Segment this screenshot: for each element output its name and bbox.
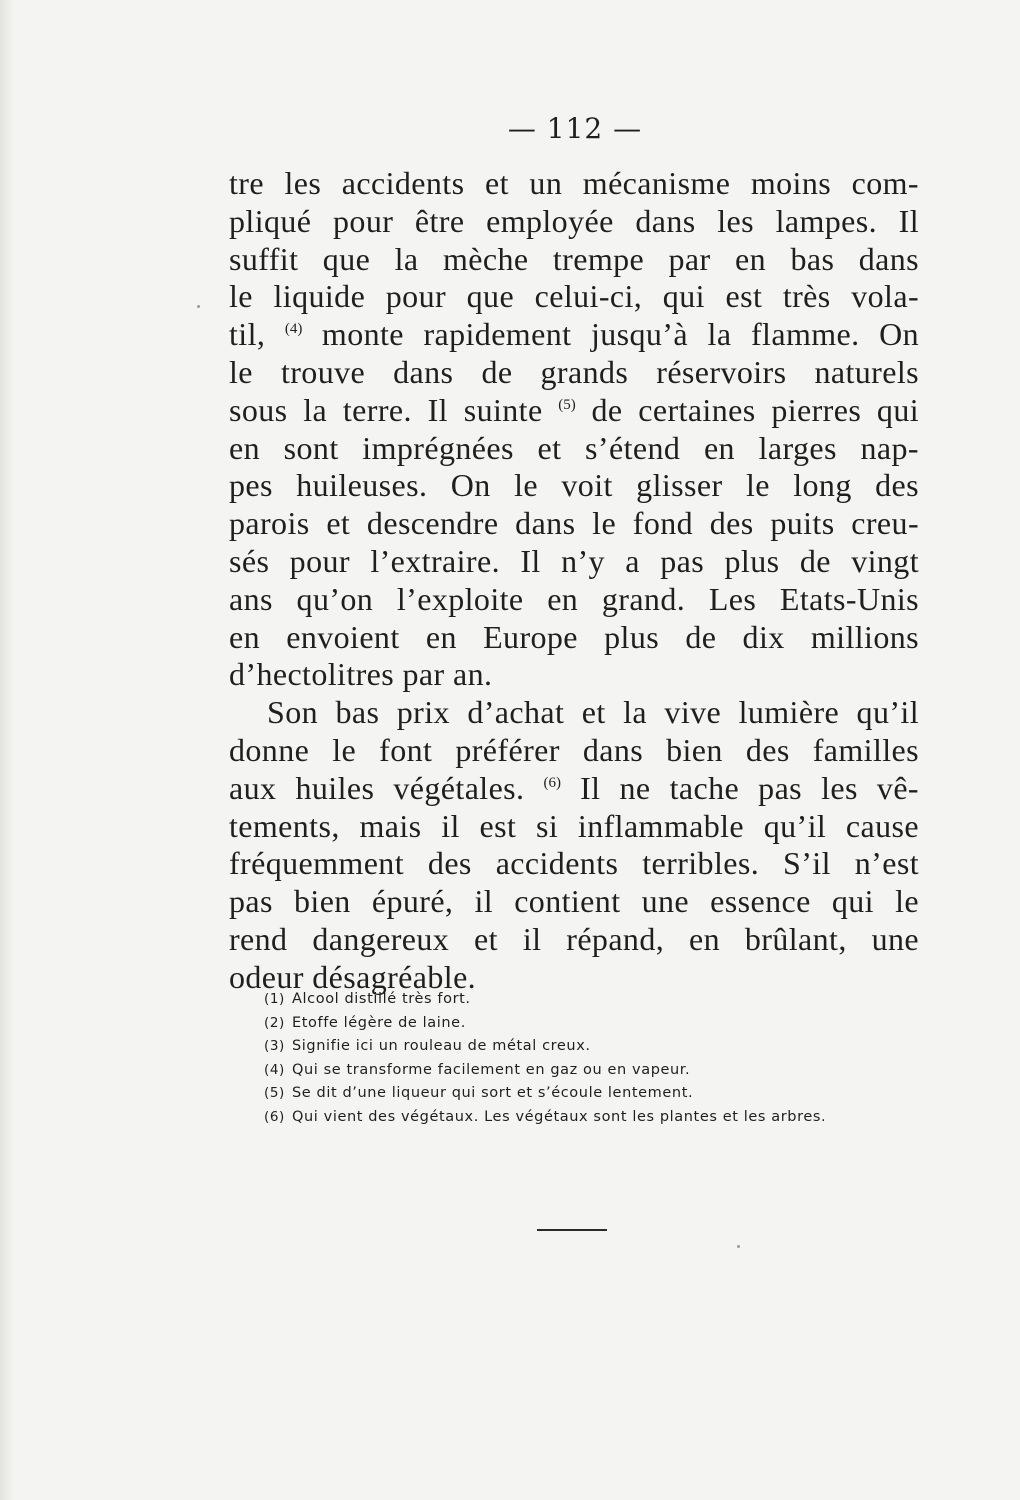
footnote-text: Signifie ici un rouleau de métal creux. [292,1038,591,1055]
footnote [264,988,924,1012]
footnote-text: Alcool distillé très fort. [292,991,471,1007]
footnote-number: (4) [264,1061,285,1078]
text-segment: tements, mais il est si inflammable qu’il cause [229,807,919,844]
text-line [229,467,919,505]
text-line [229,883,919,921]
text-segment: fréquemment des accidents terribles. S’il n’est [229,845,919,882]
text-segment: le liquide pour que celui-ci, qui est très vola- [229,278,919,315]
footnote-number: (5) [264,1085,285,1102]
text-segment: le trouve dans de grands réservoirs naturels [229,353,919,390]
text-line [229,354,919,392]
text-line [229,770,919,808]
paper-speck [737,1245,740,1248]
footnote-text: Qui vient des végétaux. Les végétaux sont les plantes et les arbres. [292,1108,827,1125]
text-line [229,619,919,657]
text-line [229,392,919,430]
text-line [229,203,919,241]
text-line [229,845,919,883]
text-segment: tre les accidents et un mécanisme moins com- [229,165,919,201]
text-line [229,165,919,203]
footnote-text: Etoffe légère de laine. [292,1014,466,1031]
text-segment: aux huiles végétales. [229,769,544,806]
footnote [264,1035,924,1059]
footnotes [264,988,924,1130]
page-number: — 112 — [507,112,643,145]
text-segment: sous la terre. Il suinte [229,391,559,428]
footnote-reference: (6) [543,774,562,791]
footnote-number: (3) [264,1038,285,1055]
footnote [264,1012,924,1036]
text-segment: donne le font préférer dans bien des familles [229,731,919,768]
end-rule [537,1229,607,1231]
text-segment: pes huileuses. On le voit glisser le long des [229,467,919,504]
text-segment: Il ne tache pas les vê- [561,769,919,806]
footnote-number: (1) [264,991,285,1007]
text-line [229,694,919,732]
footnote-text: Se dit d’une liqueur qui sort et s’écoule lentement. [292,1085,694,1102]
text-line [229,581,919,619]
text-segment: suffit que la mèche trempe par en bas dans [229,240,919,277]
footnote-number: (2) [264,1014,285,1031]
text-line [229,430,919,468]
text-segment: monte rapidement jusqu’à la flamme. On [302,316,919,353]
footnote [264,1059,924,1083]
footnote-number: (6) [264,1108,285,1125]
paper-speck [197,305,200,308]
text-line [229,656,919,694]
footnote-reference: (4) [284,321,303,338]
text-segment: Son bas prix d’achat et la vive lumière qu’il [267,694,919,731]
paragraph [229,165,919,694]
text-line [229,505,919,543]
body-text [229,165,919,997]
text-line [229,921,919,959]
text-segment: rend dangereux et il répand, en brûlant, une [229,920,919,957]
text-segment: pas bien épuré, il contient une essence qui le [229,883,919,920]
text-line [229,732,919,770]
text-segment: d’hectolitres par an. [229,656,493,693]
text-segment: en sont imprégnées et s’étend en larges nap- [229,429,919,466]
footnote [264,1082,924,1106]
text-segment: odeur désagréable. [229,958,477,995]
text-segment: en envoient en Europe plus de dix millions [229,618,919,655]
text-line [229,241,919,279]
text-segment: parois et descendre dans le fond des puits creu- [229,505,919,542]
text-segment: til, [229,316,285,353]
footnote-reference: (5) [558,396,576,413]
text-line [229,543,919,581]
text-line [229,808,919,846]
page-binding-edge [0,0,14,1500]
text-line [229,316,919,354]
text-line [229,278,919,316]
text-segment: sés pour l’extraire. Il n’y a pas plus de vingt [229,542,919,579]
paragraph [229,694,919,996]
footnote [264,1106,924,1130]
text-segment: ans qu’on l’exploite en grand. Les Etats-Unis [229,580,919,617]
text-segment: pliqué pour être employée dans les lampes. Il [229,202,919,239]
text-segment: de certaines pierres qui [575,391,920,428]
footnote-text: Qui se transforme facilement en gaz ou en vapeur. [292,1061,691,1078]
